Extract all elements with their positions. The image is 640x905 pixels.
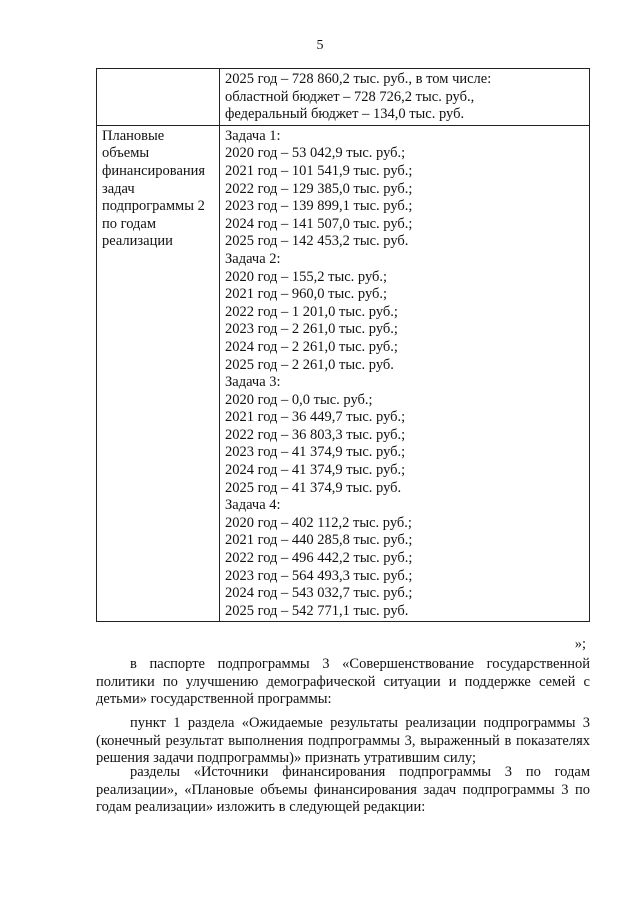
row1-line: федеральный бюджет – 134,0 тыс. руб. bbox=[225, 106, 465, 123]
table-row bbox=[97, 125, 590, 622]
funding-line: 2023 год – 564 493,3 тыс. руб.; bbox=[225, 567, 413, 584]
row2-label-line: подпрограммы 2 bbox=[102, 198, 205, 215]
closing-quote: »; bbox=[574, 636, 586, 652]
funding-line: 2023 год – 41 374,9 тыс. руб.; bbox=[225, 444, 406, 461]
funding-line: 2021 год – 101 541,9 тыс. руб.; bbox=[225, 162, 413, 179]
row2-label-line: реализации bbox=[102, 233, 173, 250]
funding-line: 2025 год – 2 261,0 тыс. руб. bbox=[225, 356, 394, 373]
row2-label-line: Плановые bbox=[102, 127, 165, 144]
funding-line: 2024 год – 141 507,0 тыс. руб.; bbox=[225, 215, 413, 232]
funding-line: 2020 год – 0,0 тыс. руб.; bbox=[225, 391, 373, 408]
funding-line: 2021 год – 960,0 тыс. руб.; bbox=[225, 286, 388, 303]
task-heading: Задача 4: bbox=[225, 497, 281, 514]
funding-line: 2020 год – 53 042,9 тыс. руб.; bbox=[225, 145, 406, 162]
row2-label-cell bbox=[97, 125, 220, 622]
funding-line: 2025 год – 41 374,9 тыс. руб. bbox=[225, 479, 402, 496]
funding-line: 2022 год – 1 201,0 тыс. руб.; bbox=[225, 303, 398, 320]
row2-label-line: по годам bbox=[102, 215, 157, 232]
funding-line: 2024 год – 543 032,7 тыс. руб.; bbox=[225, 585, 413, 602]
row2-label-line: задач bbox=[102, 180, 135, 197]
funding-line: 2025 год – 542 771,1 тыс. руб. bbox=[225, 602, 409, 619]
funding-line: 2022 год – 36 803,3 тыс. руб.; bbox=[225, 426, 406, 443]
funding-line: 2021 год – 440 285,8 тыс. руб.; bbox=[225, 532, 413, 549]
row1-line: областной бюджет – 728 726,2 тыс. руб., bbox=[225, 88, 475, 105]
funding-line: 2022 год – 129 385,0 тыс. руб.; bbox=[225, 180, 413, 197]
row1-value-cell bbox=[220, 69, 590, 126]
funding-line: 2024 год – 2 261,0 тыс. руб.; bbox=[225, 338, 398, 355]
page-number: 5 bbox=[316, 38, 324, 53]
funding-line: 2020 год – 155,2 тыс. руб.; bbox=[225, 268, 388, 285]
funding-line: 2024 год – 41 374,9 тыс. руб.; bbox=[225, 462, 406, 479]
funding-line: 2020 год – 402 112,2 тыс. руб.; bbox=[225, 514, 412, 531]
table-row bbox=[97, 69, 590, 126]
body-paragraph: разделы «Источники финансирования подпрограммы 3 по годам реализации», «Плановые объемы финансирования задач подпрограммы 3 по годам реализации» изложить в следующей редакции: bbox=[96, 764, 590, 816]
row1-line: 2025 год – 728 860,2 тыс. руб., в том числе: bbox=[225, 71, 492, 87]
body-paragraph: пункт 1 раздела «Ожидаемые результаты реализации подпрограммы 3 (конечный результат выполнения подпрограммы 3, выраженный в показателях решения задачи подпрограммы)» признать утратившим силу; bbox=[96, 715, 590, 767]
task-heading: Задача 2: bbox=[225, 250, 281, 267]
task-heading: Задача 1: bbox=[225, 127, 281, 144]
funding-line: 2023 год – 2 261,0 тыс. руб.; bbox=[225, 321, 398, 338]
task-heading: Задача 3: bbox=[225, 374, 281, 391]
row2-value-cell bbox=[220, 125, 590, 622]
funding-line: 2025 год – 142 453,2 тыс. руб. bbox=[225, 233, 409, 250]
body-paragraph: в паспорте подпрограммы 3 «Совершенствование государственной политики по улучшению демографической ситуации и поддержке семей с детьми» государственной программы: bbox=[96, 656, 590, 708]
row2-label-line: объемы bbox=[102, 145, 150, 162]
row2-label-line: финансирования bbox=[102, 162, 206, 179]
row1-label-cell bbox=[97, 69, 220, 126]
funding-line: 2021 год – 36 449,7 тыс. руб.; bbox=[225, 409, 406, 426]
funding-line: 2022 год – 496 442,2 тыс. руб.; bbox=[225, 550, 413, 567]
passport-table bbox=[96, 68, 590, 622]
funding-line: 2023 год – 139 899,1 тыс. руб.; bbox=[225, 198, 413, 215]
